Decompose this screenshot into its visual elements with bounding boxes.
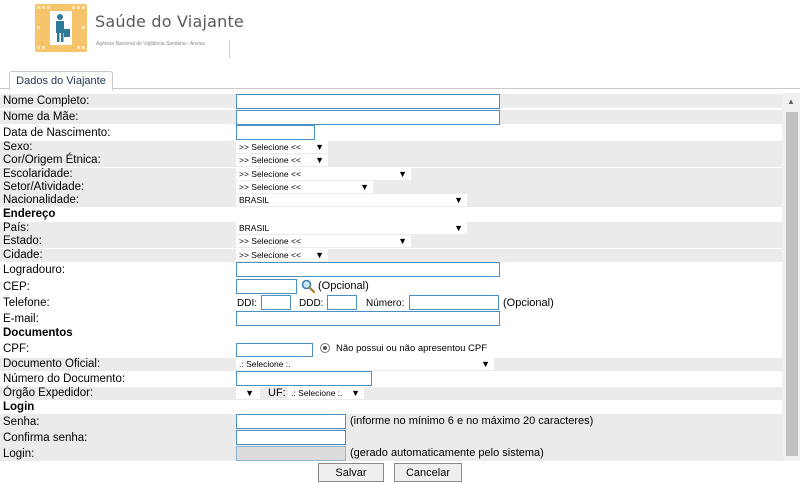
chevron-down-icon: ▼ xyxy=(360,182,369,192)
data-nascimento-label: Data de Nascimento: xyxy=(3,127,111,139)
row-nome-completo xyxy=(0,94,782,108)
chevron-down-icon: ▼ xyxy=(315,250,324,260)
row-sexo xyxy=(0,141,782,154)
row-setor xyxy=(0,181,782,194)
senha-hint: (informe no mínimo 6 e no máximo 20 caracteres) xyxy=(350,415,594,427)
cor-label: Cor/Origem Étnica: xyxy=(3,154,101,166)
row-cpf xyxy=(0,342,782,357)
chevron-down-icon: ▼ xyxy=(245,388,254,398)
cidade-select[interactable] xyxy=(236,249,328,261)
ddi-input[interactable] xyxy=(261,295,291,310)
nacionalidade-select-value: BRASIL xyxy=(239,195,270,205)
row-senha xyxy=(0,414,782,430)
row-data-nascimento xyxy=(0,125,782,140)
chevron-down-icon: ▼ xyxy=(315,155,324,165)
anvisa-logo xyxy=(33,2,89,54)
search-icon[interactable] xyxy=(301,279,315,293)
pais-select[interactable] xyxy=(236,222,467,234)
cancel-button[interactable]: Cancelar xyxy=(394,463,462,482)
row-login xyxy=(0,446,782,461)
nome-completo-label: Nome Completo: xyxy=(3,95,90,107)
cep-label: CEP: xyxy=(3,281,30,293)
scroll-up-arrow-icon[interactable]: ▲ xyxy=(787,97,795,106)
setor-select[interactable] xyxy=(236,181,373,193)
chevron-down-icon: ▼ xyxy=(398,169,407,179)
telefone-optional-hint: (Opcional) xyxy=(503,297,554,309)
documento-oficial-select-value: .: Selecione :. xyxy=(239,359,291,369)
data-nascimento-input[interactable] xyxy=(236,125,315,140)
login-section-heading: Login xyxy=(3,401,35,413)
uf-label: UF: xyxy=(268,387,286,399)
uf-select[interactable] xyxy=(288,387,364,399)
estado-label: Estado: xyxy=(3,235,42,247)
orgao-expedidor-select[interactable] xyxy=(236,387,260,399)
escolaridade-select-value: >> Selecione << xyxy=(239,169,301,179)
row-orgao-expedidor xyxy=(0,387,782,400)
row-endereco-header xyxy=(0,208,782,221)
escolaridade-select[interactable] xyxy=(236,168,411,180)
telefone-label: Telefone: xyxy=(3,297,50,309)
cep-optional-hint: (Opcional) xyxy=(318,280,369,292)
login-hint: (gerado automaticamente pelo sistema) xyxy=(350,447,544,459)
row-confirma-senha xyxy=(0,430,782,446)
traveler-form xyxy=(0,93,782,461)
nome-completo-input[interactable] xyxy=(236,94,500,109)
estado-select-value: >> Selecione << xyxy=(239,236,301,246)
login-input xyxy=(236,446,346,461)
senha-input[interactable] xyxy=(236,414,346,429)
scrollbar-thumb[interactable] xyxy=(786,112,798,456)
no-cpf-label: Não possui ou não apresentou CPF xyxy=(336,343,488,354)
cpf-label: CPF: xyxy=(3,343,30,355)
chevron-down-icon: ▼ xyxy=(351,388,360,398)
cpf-input[interactable] xyxy=(236,343,313,357)
email-label: E-mail: xyxy=(3,313,39,325)
row-numero-documento xyxy=(0,371,782,387)
logradouro-label: Logradouro: xyxy=(3,264,66,276)
nacionalidade-select[interactable] xyxy=(236,194,467,206)
cor-select[interactable] xyxy=(236,154,328,166)
row-estado xyxy=(0,235,782,248)
setor-select-value: >> Selecione << xyxy=(239,182,301,192)
brand-divider xyxy=(229,40,230,58)
ddi-label: DDI: xyxy=(237,298,257,309)
no-cpf-radio[interactable] xyxy=(320,343,330,353)
confirma-senha-label: Confirma senha: xyxy=(3,432,88,444)
chevron-down-icon: ▼ xyxy=(454,223,463,233)
numero-input[interactable] xyxy=(409,295,499,310)
pais-select-value: BRASIL xyxy=(239,223,270,233)
login-label: Login: xyxy=(3,448,35,460)
documento-oficial-label: Documento Oficial: xyxy=(3,358,101,370)
numero-documento-input[interactable] xyxy=(236,371,372,386)
numero-documento-label: Número do Documento: xyxy=(3,373,126,385)
save-button[interactable]: Salvar xyxy=(318,463,384,482)
row-nacionalidade xyxy=(0,194,782,207)
sexo-select[interactable] xyxy=(236,141,328,153)
row-login-header xyxy=(0,401,782,414)
ddd-input[interactable] xyxy=(327,295,357,310)
orgao-expedidor-label: Órgão Expedidor: xyxy=(3,387,94,399)
sexo-select-value: >> Selecione << xyxy=(239,142,301,152)
nome-mae-label: Nome da Mãe: xyxy=(3,111,79,123)
brand-subtitle: Agência Nacional de Vigilância Sanitária - Anvisa xyxy=(96,41,205,47)
nacionalidade-label: Nacionalidade: xyxy=(3,194,80,206)
chevron-down-icon: ▼ xyxy=(315,142,324,152)
row-pais xyxy=(0,222,782,235)
row-documentos-header xyxy=(0,327,782,341)
row-email xyxy=(0,311,782,327)
documento-oficial-select[interactable] xyxy=(236,358,494,370)
cep-input[interactable] xyxy=(236,279,297,294)
chevron-down-icon: ▼ xyxy=(454,195,463,205)
row-cep xyxy=(0,279,782,295)
cidade-select-value: >> Selecione << xyxy=(239,250,301,260)
row-cidade xyxy=(0,249,782,262)
brand-title: Saúde do Viajante xyxy=(95,12,244,31)
estado-select[interactable] xyxy=(236,235,411,247)
row-telefone xyxy=(0,295,782,311)
escolaridade-label: Escolaridade: xyxy=(3,168,73,180)
ddd-label: DDD: xyxy=(299,298,324,309)
chevron-down-icon: ▼ xyxy=(398,236,407,246)
cor-select-value: >> Selecione << xyxy=(239,155,301,165)
row-escolaridade xyxy=(0,168,782,181)
numero-label: Número: xyxy=(366,298,405,309)
nome-mae-input[interactable] xyxy=(236,110,500,125)
tab-dados-do-viajante[interactable]: Dados do Viajante xyxy=(9,71,113,91)
row-nome-mae xyxy=(0,110,782,124)
row-logradouro xyxy=(0,262,782,278)
tab-bar-rule xyxy=(0,88,800,89)
cidade-label: Cidade: xyxy=(3,249,43,261)
email-input[interactable] xyxy=(236,311,500,326)
sexo-label: Sexo: xyxy=(3,141,33,153)
setor-label: Setor/Atividade: xyxy=(3,181,85,193)
row-documento-oficial xyxy=(0,358,782,371)
endereco-section-heading: Endereço xyxy=(3,208,56,220)
row-cor xyxy=(0,154,782,167)
senha-label: Senha: xyxy=(3,416,40,428)
logradouro-input[interactable] xyxy=(236,262,500,277)
pais-label: País: xyxy=(3,222,30,234)
confirma-senha-input[interactable] xyxy=(236,430,346,445)
documentos-section-heading: Documentos xyxy=(3,327,73,339)
uf-select-value: .: Selecione :. xyxy=(291,388,343,398)
chevron-down-icon: ▼ xyxy=(481,359,490,369)
